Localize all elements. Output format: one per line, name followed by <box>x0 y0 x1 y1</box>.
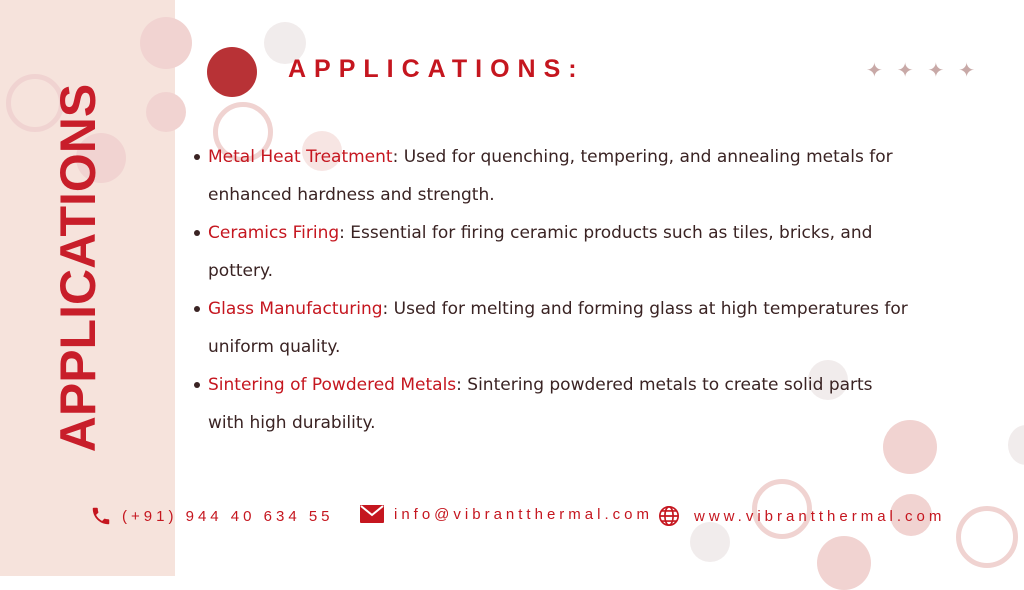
mail-icon <box>360 505 384 523</box>
page-title: APPLICATIONS: <box>288 55 585 83</box>
phone-icon <box>90 505 112 527</box>
sparkle-group <box>866 58 975 82</box>
phone-number: (+91) 944 40 634 55 <box>122 507 334 525</box>
phone-contact[interactable] <box>90 505 334 527</box>
applications-list <box>190 138 910 442</box>
decor-circle <box>207 47 257 97</box>
website-url: www.vibrantthermal.com <box>694 507 946 525</box>
list-item <box>190 366 910 442</box>
sparkle-icon: ✦ <box>896 58 914 82</box>
email-address: info@vibrantthermal.com <box>394 505 653 523</box>
list-item <box>190 138 910 214</box>
list-item <box>190 214 910 290</box>
decor-circle <box>1008 425 1024 465</box>
decor-circle <box>146 92 186 132</box>
decor-circle <box>140 17 192 69</box>
application-description: : Used for melting and forming glass at high temperatures for uniform quality. <box>208 299 908 357</box>
sparkle-icon: ✦ <box>958 58 976 82</box>
application-name: Metal Heat Treatment <box>208 147 393 167</box>
sparkle-icon: ✦ <box>866 58 883 82</box>
application-name: Ceramics Firing <box>208 223 340 243</box>
decor-circle <box>817 536 871 590</box>
application-name: Glass Manufacturing <box>208 299 383 319</box>
application-description: : Sintering powdered metals to create solid parts with high durability. <box>208 375 873 433</box>
application-description: : Essential for firing ceramic products such as tiles, bricks, and pottery. <box>208 223 873 281</box>
application-description: : Used for quenching, tempering, and annealing metals for enhanced hardness and strength. <box>208 147 893 205</box>
globe-icon <box>658 505 680 527</box>
side-title: APPLICATIONS <box>50 83 106 453</box>
list-item <box>190 290 910 366</box>
website-contact[interactable] <box>658 505 945 527</box>
contact-footer <box>0 505 1024 535</box>
sparkle-icon: ✦ <box>927 58 945 82</box>
application-name: Sintering of Powdered Metals <box>208 375 457 395</box>
email-contact[interactable] <box>360 505 653 523</box>
